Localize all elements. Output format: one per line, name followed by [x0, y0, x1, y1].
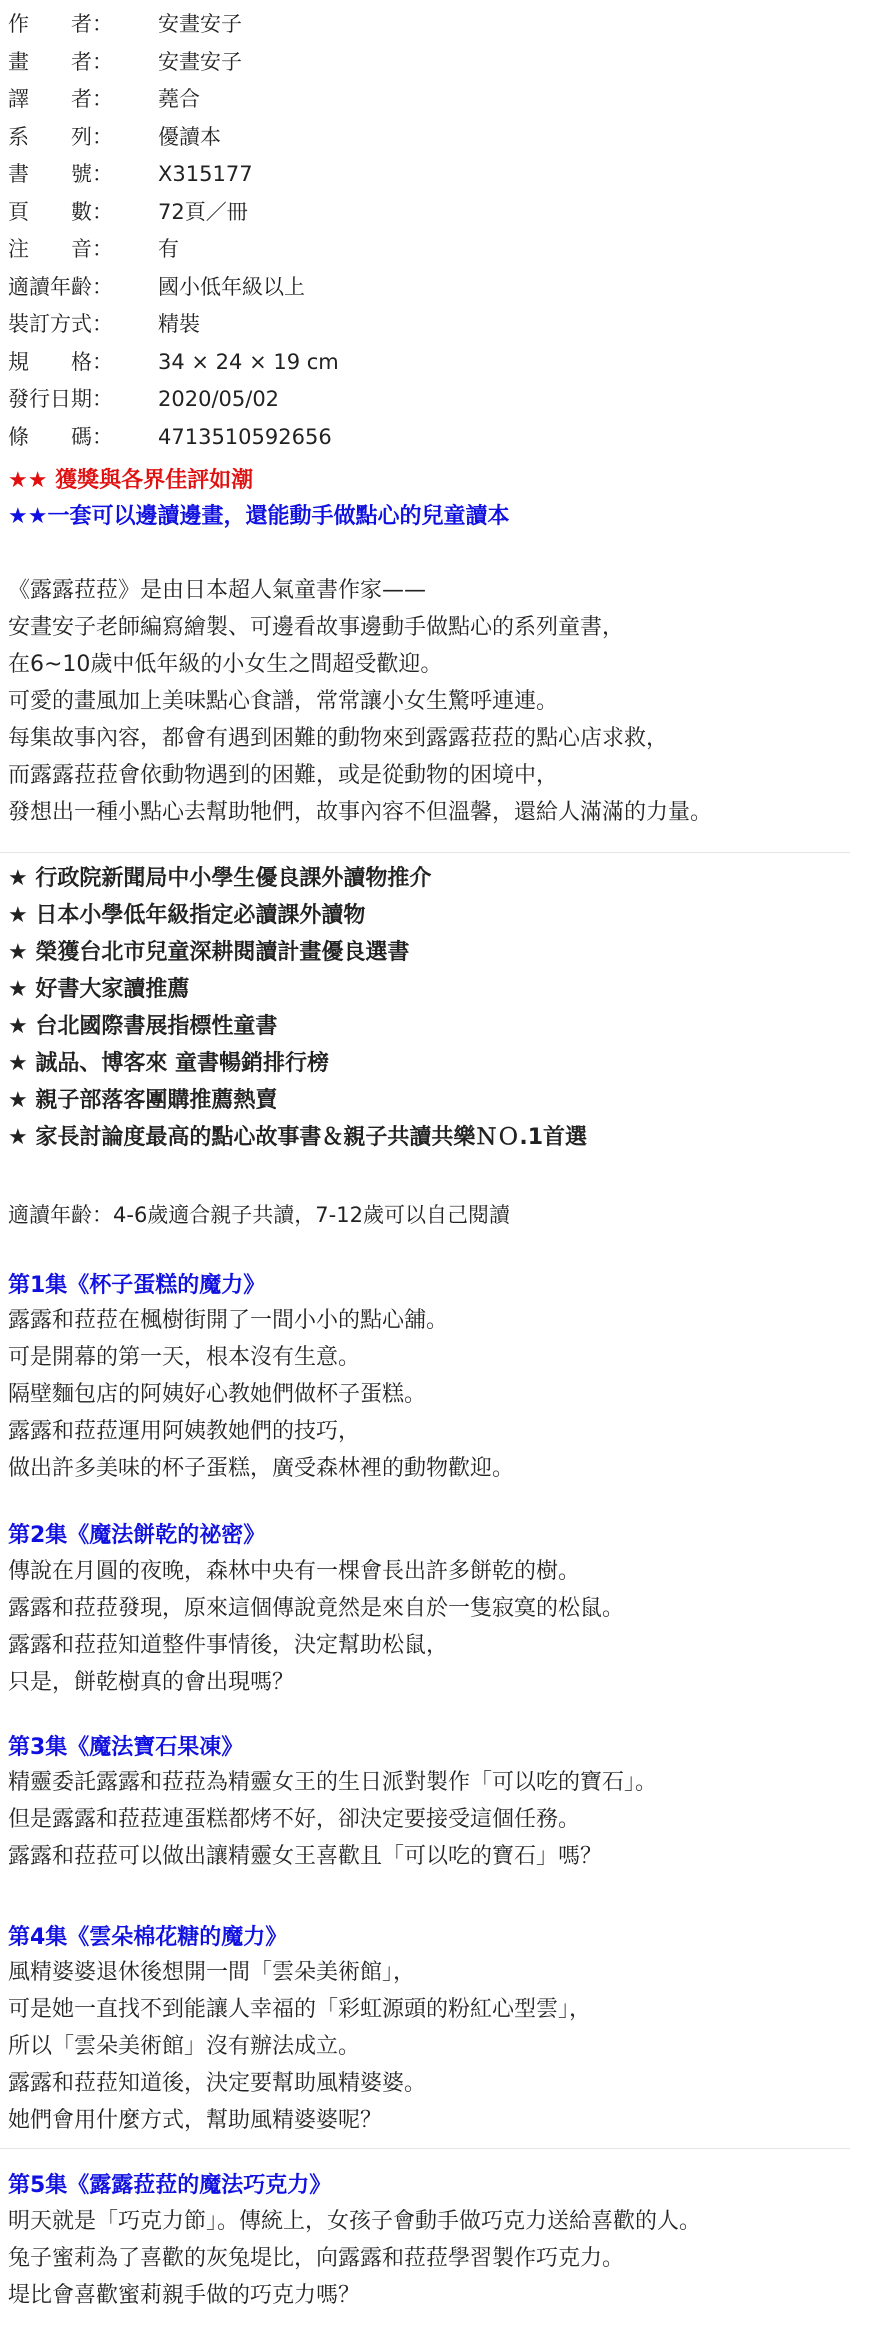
intro-line: 安晝安子老師編寫繪製、可邊看故事邊動手做點心的系列童書， — [8, 615, 625, 640]
age-note: 適讀年齡：4-6歲適合親子共讀，7-12歲可以自己閱讀 — [8, 1203, 510, 1227]
episode-line: 兔子蜜莉為了喜歡的灰兔堤比，向露露和菈菈學習製作巧克力。 — [8, 2246, 625, 2271]
meta-value: 2020/05/02 — [158, 387, 280, 411]
award-item: ★ 行政院新聞局中小學生優良課外讀物推介 — [8, 866, 432, 891]
episode-title: 第3集《魔法寶石果凍》 — [8, 1735, 244, 1760]
episode-line: 所以「雲朵美術館」沒有辦法成立。 — [8, 2034, 361, 2059]
episode-line: 隔壁麵包店的阿姨好心教她們做杯子蛋糕。 — [8, 1382, 427, 1407]
intro-line: 發想出一種小點心去幫助牠們，故事內容不但溫馨，還給人滿滿的力量。 — [8, 800, 713, 825]
episode-title: 第5集《露露菈菈的魔法巧克力》 — [8, 2173, 332, 2198]
episode-line: 傳說在月圓的夜晚，森林中央有一棵會長出許多餅乾的樹。 — [8, 1559, 581, 1584]
episode-body — [8, 1954, 591, 2139]
meta-key: 頁 數： — [8, 199, 113, 224]
intro-paragraph — [8, 572, 872, 831]
meta-value: 4713510592656 — [158, 424, 332, 449]
awards-headline: ★★ 獲獎與各界佳評如潮 — [8, 468, 254, 493]
intro-line: 可愛的畫風加上美味點心食譜，常常讓小女生驚呼連連。 — [8, 689, 559, 714]
episode-line: 精靈委託露露和菈菈為精靈女王的生日派對製作「可以吃的寶石」。 — [8, 1770, 658, 1795]
episode-line: 可是開幕的第一天，根本沒有生意。 — [8, 1345, 361, 1370]
meta-value: 國小低年級以上 — [158, 274, 305, 299]
episode-title: 第4集《雲朵棉花糖的魔力》 — [8, 1925, 288, 1950]
intro-line: 而露露菈菈會依動物遇到的困難，或是從動物的困境中， — [8, 763, 559, 788]
award-item: ★ 好書大家讀推薦 — [8, 977, 190, 1002]
award-item: ★ 親子部落客團購推薦熱賣 — [8, 1088, 278, 1113]
awards-list — [8, 860, 587, 1156]
episode-line: 做出許多美味的杯子蛋糕，廣受森林裡的動物歡迎。 — [8, 1456, 515, 1481]
episode-body — [8, 1764, 657, 1875]
meta-value: X315177 — [158, 162, 253, 186]
award-item: ★ 日本小學低年級指定必讀課外讀物 — [8, 903, 366, 928]
episode-line: 露露和菈菈可以做出讓精靈女王喜歡且「可以吃的寶石」嗎？ — [8, 1844, 603, 1869]
tagline-headline: ★★一套可以邊讀邊畫，還能動手做點心的兒童讀本 — [8, 504, 510, 529]
episode-line: 可是她一直找不到能讓人幸福的「彩虹源頭的粉紅心型雲」， — [8, 1997, 592, 2022]
meta-key: 適讀年齡： — [8, 274, 113, 299]
episode-line: 風精婆婆退休後想開一間「雲朵美術館」， — [8, 1960, 416, 1985]
meta-value: 精裝 — [158, 312, 200, 336]
meta-value: 72頁／冊 — [158, 199, 248, 224]
episode-line: 露露和菈菈發現，原來這個傳說竟然是來自於一隻寂寞的松鼠。 — [8, 1596, 625, 1621]
episode-title: 第1集《杯子蛋糕的魔力》 — [8, 1273, 266, 1298]
divider — [0, 852, 850, 853]
episode-line: 堤比會喜歡蜜莉親手做的巧克力嗎？ — [8, 2283, 361, 2308]
meta-value: 34 × 24 × 19 cm — [158, 349, 339, 374]
meta-key: 作 者： — [8, 12, 113, 36]
episode-line: 露露和菈菈運用阿姨教她們的技巧， — [8, 1419, 361, 1444]
intro-line: 每集故事內容，都會有遇到困難的動物來到露露菈菈的點心店求救， — [8, 726, 669, 751]
meta-value: 安晝安子 — [158, 12, 242, 36]
meta-key: 注 音： — [8, 237, 113, 261]
meta-key: 譯 者： — [8, 87, 113, 111]
meta-key: 書 號： — [8, 162, 113, 186]
episode-line: 明天就是「巧克力節」。傳統上，女孩子會動手做巧克力送給喜歡的人。 — [8, 2209, 702, 2234]
meta-key: 規 格： — [8, 349, 113, 374]
intro-line: 《露露菈菈》是由日本超人氣童書作家—— — [8, 578, 427, 603]
award-item: ★ 誠品、博客來 童書暢銷排行榜 — [8, 1051, 330, 1076]
intro-line: 在6~10歲中低年級的小女生之間超受歡迎。 — [8, 652, 443, 677]
episode-body — [8, 2203, 701, 2314]
episode-body — [8, 1302, 514, 1487]
episode-body — [8, 1553, 624, 1701]
episode-line: 露露和菈菈在楓樹街開了一間小小的點心舖。 — [8, 1308, 449, 1333]
episode-line: 露露和菈菈知道後，決定要幫助風精婆婆。 — [8, 2071, 427, 2096]
award-item: ★ 台北國際書展指標性童書 — [8, 1014, 278, 1039]
award-item: ★ 榮獲台北市兒童深耕閱讀計畫優良選書 — [8, 940, 410, 965]
award-item: ★ 家長討論度最高的點心故事書＆親子共讀共樂ＮＯ.1首選 — [8, 1125, 588, 1150]
meta-key: 畫 者： — [8, 49, 113, 74]
meta-value: 有 — [158, 237, 179, 261]
meta-value: 優讀本 — [158, 124, 221, 149]
meta-value: 蕘合 — [158, 87, 200, 111]
meta-key: 系 列： — [8, 124, 113, 149]
episode-title: 第2集《魔法餅乾的祕密》 — [8, 1523, 266, 1548]
divider — [0, 2148, 850, 2149]
episode-line: 她們會用什麼方式，幫助風精婆婆呢？ — [8, 2108, 383, 2133]
meta-key: 裝訂方式： — [8, 312, 113, 336]
meta-value: 安晝安子 — [158, 49, 242, 74]
episode-line: 只是，餅乾樹真的會出現嗎？ — [8, 1670, 295, 1695]
meta-key: 發行日期： — [8, 387, 113, 411]
meta-key: 條 碼： — [8, 424, 113, 449]
episode-line: 但是露露和菈菈連蛋糕都烤不好，卻決定要接受這個任務。 — [8, 1807, 581, 1832]
episode-line: 露露和菈菈知道整件事情後，決定幫助松鼠， — [8, 1633, 449, 1658]
